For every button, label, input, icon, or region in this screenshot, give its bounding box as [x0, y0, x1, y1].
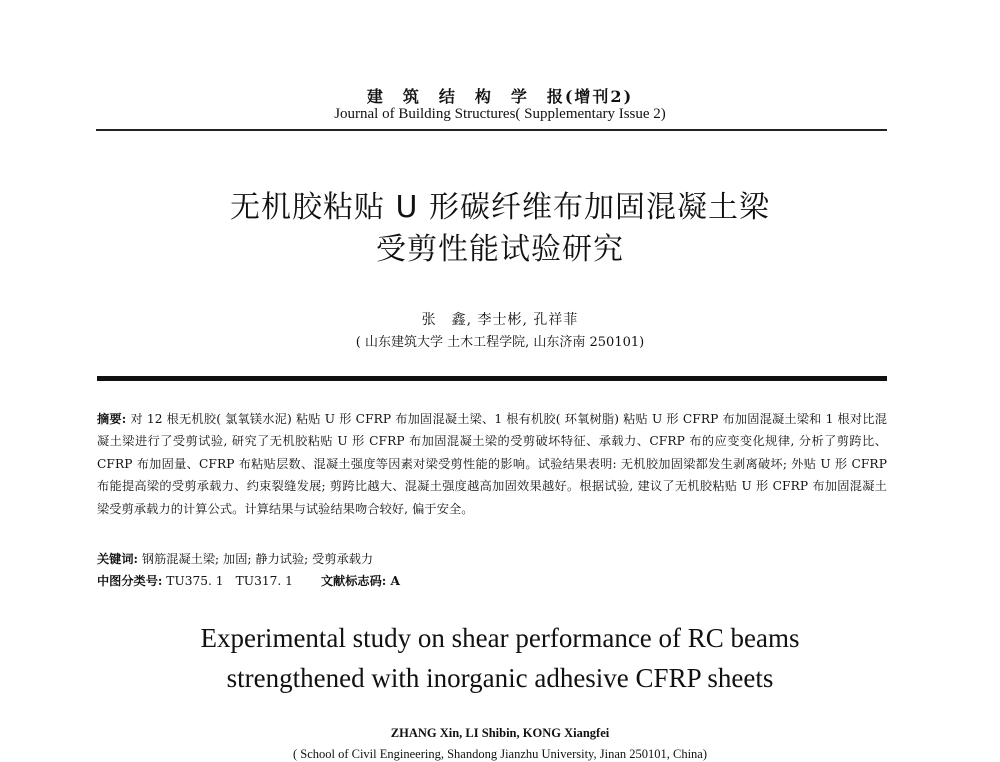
authors-chinese: 张 鑫, 李士彬, 孔祥菲 [421, 312, 579, 328]
document-code: A [386, 574, 400, 588]
classification-label: 中图分类号: [97, 574, 163, 588]
abstract-chinese [97, 408, 887, 520]
paper-title-chinese [0, 187, 1000, 271]
paper-title-english-line-1: Experimental study on shear performance of RC beams [200, 623, 800, 653]
classification-line [97, 570, 887, 592]
affiliation-chinese: ( 山东建筑大学 土木工程学院, 山东济南 250101) [355, 335, 645, 350]
abstract-divider [97, 376, 887, 381]
affiliation-english: ( School of Civil Engineering, Shandong Jianzhu University, Jinan 250101, China) [292, 747, 708, 761]
keywords-text: 钢筋混凝土梁; 加固; 静力试验; 受剪承载力 [138, 552, 374, 566]
keywords-chinese [97, 548, 887, 570]
document-code-label: 文献标志码: [320, 574, 387, 588]
header-divider [96, 129, 887, 131]
keywords-label: 关键词: [97, 552, 139, 566]
paper-title-chinese-line-1: 无机胶粘贴 U 形碳纤维布加固混凝土梁 [229, 190, 771, 225]
abstract-text: 对 12 根无机胶( 氯氧镁水泥) 粘贴 U 形 CFRP 布加固混凝土梁、1 根有机胶( 环氧树脂) 粘贴 U 形 CFRP 布加固混凝土梁和 1 根对比混凝土梁进行了受剪试验, 研究了无机胶粘贴 U 形 CFRP 布加固混凝土梁的受剪破坏特征、承载力、CFRP 布的应变变化规律, 分析了剪跨比、CFRP 布加固量、CFRP 布粘贴层数、混凝土强度等因素对梁受剪性能的影响。试验结果表明: 无机胶加固梁都发生剥离破坏; 外贴 U 形 CFRP 布能提高梁的受剪承载力、约束裂缝发展; 剪跨比越大、混凝土强度越高加固效果越好。根据试验, 建议了无机胶粘贴 U 形 CFRP 布加固混凝土梁受剪承载力的计算公式。计算结果与试验结果吻合较好, 偏于安全。 [97, 412, 887, 516]
paper-title-chinese-line-2: 受剪性能试验研究 [376, 232, 624, 267]
paper-title-english-line-2: strengthened with inorganic adhesive CFRP sheets [226, 663, 774, 693]
classification-codes: TU375. 1 TU317. 1 [162, 574, 293, 588]
abstract-label: 摘要: [97, 412, 127, 426]
paper-title-english [0, 618, 1000, 698]
journal-title-english: Journal of Building Structures( Supplementary Issue 2) [334, 106, 666, 122]
journal-title-chinese: 建 筑 结 构 学 报(增刊2) [366, 87, 634, 106]
authors-english: ZHANG Xin, LI Shibin, KONG Xiangfei [390, 726, 610, 740]
